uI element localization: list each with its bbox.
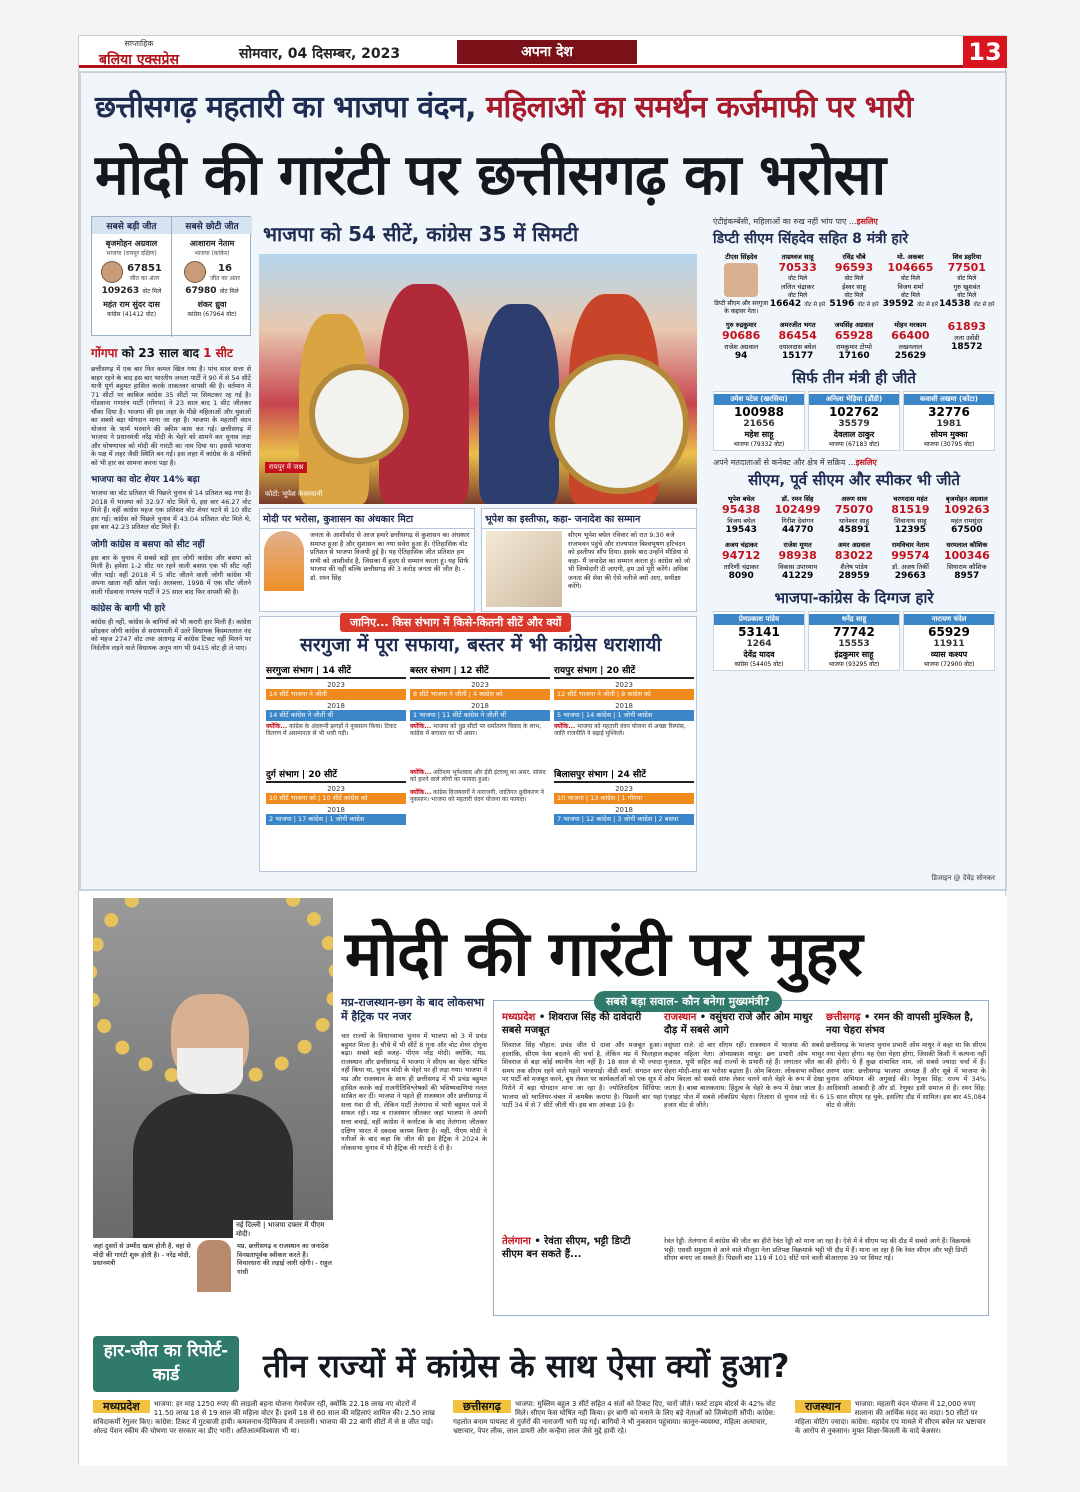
state-report-chhattisgarh: छत्तीसगढ़ भाजपा: मुस्लिम बहुल 3 सीटें सहित 4 संतों को टिकट दिए, चारों जीते। फर्स्ट टाइम वोटर्स के 42% वोट मिले। सीएम फेस घोषित नहीं किया। हर बागी को मनाने के लिए बड़े नेताओं को जिम्मेदारी सौंपी। कांग्रेस: गहलोत बनाम पायलट से गुर्जरों की नाराजगी भारी पड़ गई। बागियों ने भी नुकसान पहुंचाया। कानून-व्यवस्था, महिला अत्याचार, भ्रष्टाचार, पेपर लीक, लाल डायरी और कन्हैया लाल जैसे मुद्दे हावी रहे।: [453, 1400, 776, 1435]
rahul-gandhi-photo: [197, 1240, 231, 1292]
section-name: अपना देश: [457, 40, 637, 64]
winner-card: भूपेश बघेल 95438 विजय बघेल 19543: [722, 495, 761, 535]
congress-loss-headline: तीन राज्यों में कांग्रेस के साथ ऐसा क्यों हुआ?: [263, 1347, 790, 1385]
division-note: क्योंकि... अतिशय भूपेशवाद और ईडी इंटरव्यू का असर, सांसद को हारने वाले लोगों का फायदा हुआ। क्योंकि... कांग्रेस विजयवर्गों ने नाराजगी, जातिगत ध्रुवीकरण ने नुकसान। भाजपा को महतारी वंदन योजना का फायदा।: [410, 769, 546, 803]
subhead: जोगी कांग्रेस व बसपा को सीट नहीं: [91, 539, 205, 550]
minister-card: 61893 लता उसेंडी 18572: [947, 320, 986, 352]
minister-card: मोहन मरकाम 66400 लखनलाल 25629: [891, 321, 930, 361]
winner-card: चरणदास महंत 81519 शिवानाथ साहू 12395: [891, 495, 930, 535]
chhattisgarh-story: [79, 71, 1007, 891]
cm-won-headline: सीएम, पूर्व सीएम और स्पीकर भी जीते: [748, 471, 960, 489]
candidate-photo: [101, 261, 123, 283]
cm-won-grid-2: [713, 539, 995, 582]
division-block: बस्तर संभाग | 12 सीटें 2023 8 सीटें भाजपा ने जीतीं | 4 कांग्रेस को 2018 1 भाजपा | 11 सीटें कांग्रेस ने जीतीं थीं क्योंकि... भाजपा को धुव्र सीटों पर धर्मांतरण विवाद के लाभ, कांग्रेस में बगावत का भी असर।: [410, 663, 550, 737]
right-column: एंटीइंकम्बेंसी, महिलाओं का रुख नहीं भांप पाए ...इसलिए डिप्टी सीएम सिंहदेव सहित 8 मंत्री हारे टीएस सिंहदेव डिप्टी सीएम और सरगुजा के कद्दावर नेता। ताम्रध्वज साहू 70533 वोट मिले ललित चंद्राकर वोट मिले 16642 वोट से हारे रविंद्र चौबे 96593 वोट मिले ईश्वर साहू वोट मिले 5196 वोट से हारे मो. अकबर 104665 वोट मिले विजय शर्मा वोट मिले 39592 वोट से हारे शिव डहरिया 77501 वोट मिले गुरु खुशवंत वोट मिले 14538 वोट से हारे गुरु रुद्रकुमार 90686 राजेश अग्रवाल 94 अमरजीत भगत 86454 दयालदास बघेल 15177 जयसिंह अग्रवाल 65928 रामकुमार टोप्पो 17160 मोहन मरकाम 66400 लखनलाल 25629 61893 लता उसेंडी 18572 सिर्फ तीन मंत्री ही जीते उमेश पटेल (खरसिया) 100988 21656 महेश साहू भाजपा (79332 वोट) अनिला भेड़िया (डौंडी) 102762 35579 देवलाल ठाकुर भाजपा (67183 वोट) कवासी लखमा (कोंटा) 32776 1981 सोयम मुक्का भाजपा (30795 वोट) अपने मतदाताओं से कनेक्ट और क्षेत्र में सक्रिय ...इसलिए सीएम, पूर्व सीएम और स्पीकर भी जीते भूपेश बघेल 95438 विजय बघेल 19543 डॉ. रमन सिंह 102499 गिरीश देवांगन 44770 अरुण साव 75070 थानेश्वर साहू 45891 चरणदास महंत 81519 शिवानाथ साहू 12395 बृजमोहन अग्रवाल 109263 महंत रामसुंदर 67500 अजय चंद्राकर 94712 तारिणी चंद्राकर 8090 राजेश मूणत 98938 विकास उपाध्याय 41229 अमर अग्रवाल 83022 शैलेष पांडेय 28959 रामविचार नेताम 99574 डॉ. अजय तिर्की 29663 धरमलाल कौशिक 100346 सियाराम कौशिक 8957 भाजपा-कांग्रेस के दिग्गज हारे प्रेमप्रकाश पांडेय 53141 1264 देवेंद्र यादव कांग्रेस (54405 वोट) धनेंद्र साहू 77742 15553 इंद्रकुमार साहू भाजपा (93295 वोट) नारायण चंदेल 65929 11911 व्यास कश्यप भाजपा (72900 वोट): [713, 216, 995, 876]
article-text: छत्तीसगढ़ में एक बार फिर कमल खिल गया है। पांच साल सत्ता से बाहर रहने के बाद इस बार भारतीय जनता पार्टी ने 90 में से 54 सीटें यानी पूर्ण बहुमत हासिल करके ताकतवर वापसी की है। वर्तमान में 71 सीटों पर काबिज कांग्रेस 35 सीटों पर सिमटकर रह गई है। गोंडवाना गणतंत्र पार्टी (गोंगपा) ने 23 साल बाद 1 सीट जीतकर चौंका दिया है। भाजपा की इस लहर के पीछे महिलाओं और युवाओं का सबसे बड़ा योगदान माना जा रहा है। भाजपा के महतारी वंदन योजना के फार्म भरवाने की स्कीम काम कर गई। छत्तीसगढ़ में भाजपा ने प्रधानमंत्री नरेंद्र मोदी के चेहरे को सामने कर चुनाव लड़ा और घोषणापत्र को मोदी की गारंटी का नाम दिया था। इससे भाजपा के पक्ष में लहर जैसी स्थिति बन गई। इस लहर में कांग्रेस के 8 मंत्रियों को भी हार का सामना करना पड़ा है।: [91, 365, 251, 467]
three-ministers-grid: [713, 391, 995, 451]
raman-singh-photo: [264, 531, 304, 591]
newspaper-logo: साप्ताहिक बलिया एक्सप्रेस: [99, 39, 179, 68]
win-margin-box: [91, 216, 251, 336]
subhead: भाजपा का वोट शेयर 14% बढ़ा: [91, 475, 200, 485]
photo-headline: भाजपा को 54 सीटें, कांग्रेस 35 में सिमटी: [263, 222, 579, 246]
bhupesh-resign-box: भूपेश का इस्तीफा, कहा- जनादेश का सम्मान सीएम भूपेश बघेल रविवार को रात 9:30 बजे राजभवन पहुंचे और राज्यपाल बिश्वभूषण हरिचंदन को इस्तीफा सौंप दिया। इसके बाद उन्होंने मीडिया से कहा- मैं जनादेश का सम्मान करता हूं। कांग्रेस को जो भी जिम्मेदारी दी जाएगी, हम उसे पूरी करेंगे। अधिक जनता की सेवा की ऐसे नतीजे क्यों आए, समीक्षा करेंगे।: [481, 508, 697, 612]
winner-card: रामविचार नेताम 99574 डॉ. अजय तिर्की 29663: [891, 541, 930, 581]
giants-lost-grid: [713, 611, 995, 671]
winner-card: धरमलाल कौशिक 100346 सियाराम कौशिक 8957: [943, 541, 990, 581]
minister-won-card: उमेश पटेल (खरसिया) 100988 21656 महेश साहू भाजपा (79332 वोट): [713, 391, 805, 451]
report-card-tag: हार-जीत का रिपोर्ट-कार्ड: [93, 1336, 239, 1392]
giant-lost-card: धनेंद्र साहू 77742 15553 इंद्रकुमार साहू भाजपा (93295 वोट): [808, 611, 900, 671]
division-block: दुर्ग संभाग | 20 सीटें 2023 10 सीटें भाजपा को | 10 सीटें कांग्रेस को 2018 2 भाजपा | 17 कांग्रेस | 1 जोगी कांग्रेस: [266, 767, 406, 825]
giants-lost-headline: भाजपा-कांग्रेस के दिग्गज हारे: [774, 589, 934, 607]
ts-singhdeo-photo: [724, 263, 758, 297]
minister-won-card: अनिला भेड़िया (डौंडी) 102762 35579 देवलाल ठाकुर भाजपा (67183 वोट): [808, 391, 900, 451]
minister-card: अमरजीत भगत 86454 दयालदास बघेल 15177: [778, 321, 817, 361]
cm-won-grid-1: [713, 493, 995, 536]
leader-quotes: जहां दुसरों से उम्मीद खत्म होती है, वहां से मोदी की गारंटी शुरू होती है। - नरेंद्र मोदी, प्रधानमंत्री मप्र, छत्तीसगढ़ व राजस्थान का जनादेश विनम्रतापूर्वक स्वीकार करते हैं। विचारधारा की लड़ाई जारी रहेगी। - राहुल गांधी: [93, 1240, 333, 1314]
modi-photo: नई दिल्ली | भाजपा दफ्तर में पीएम मोदी।: [93, 898, 333, 1238]
who-will-be-cm-box: सबसे बड़ा सवाल- कौन बनेगा मुख्यमंत्री? मध्यप्रदेश • शिवराज सिंह की दावेदारी सबसे मजबूत शिवराज सिंह चौहान: प्रचंड जीत से दावा और मजबूत हुआ। हालांकि, सीएम फेस बदलने की चर्चा है, लेकिन मप्र में फिलहाल शिवराज से बड़ा कोई स्थानीय नेता नहीं है। 18 साल से भी ज्यादा समय तक सीएम रहने वाले पहले भाजपाई। वीडी शर्मा: संगठन स्तर पर पार्टी को मजबूत करने, बूथ लेवल पर कार्यकर्ताओं को एक सूत्र में पिरोने में बड़ा योगदान माना जा रहा है। ज्योतिरादित्य सिंधिया: भाजपा को ग्वालियर-चंबल में कमबैक कराया है। पिछली बार यहां पार्टी 34 में से 7 सीटें जीती थी। इस बार आंकड़ा 19 है। राजस्थान • वसुंधरा राजे और ओम माथुर दौड़ में सबसे आगे वसुंधरा राजे: दो बार सीएम रहीं। राजस्थान में भाजपा की सबसे कद्दावर महिला नेता। ओमप्रकाश माथुर: छग प्रभारी ओम माथुर गुजरात, यूपी सहित कई राज्यों के प्रभारी रहे हैं। लगातार जीत का सेहरा मोदी-शाह का भरोसा बढ़ाता है। ओम बिरला: लोकसभा स्पीकर ओम बिरला को सबसे साफ लेकर चलने वाले चेहरे के रूप में देखा जाता है। बाबा बालकनाथ: हिंदुत्व के चेहरे के रूप में देखा जाता है। एंजाइट पोल में सबसे लोकप्रिय चेहरा। तिजारा से चुनाव लड़े थे। 6 हजार वोट से जीते। छत्तीसगढ़ • रमन की वापसी मुश्किल है, नया चेहरा संभव छत्तीसगढ़ के भाजपा चुनाव प्रभारी ओम माथुर ने कहा था कि सीएम नया चेहरा होगा। यह ऐसा चेहरा होगा, जिसकी किसी ने कल्पना नहीं की होगी। ये हैं कुछ संभावित नाम, जो सबसे ज्यादा चर्चा में हैं। अरुण साव: छत्तीसगढ़ भाजपा अध्यक्ष हैं और सूबे में भाजपा के चुनाव अभियान की अगुवाई की। रेणुका सिंह: राज्य में 34% आदिवासी आबादी है और डॉ. रेणुका इसी समाज से हैं। रमन सिंह: 15 साल सीएम रह चुके, इसलिए दौड़ में शामिल। इस बार 45,084 वोट से जीते। तेलंगाना • रेवंता सीएम, भट्टी डिप्टी सीएम बन सकते हैं... रेवंत रेड्डी: तेलंगाना में कांग्रेस की जीत का हीरो रेवंत रेड्डी को माना जा रहा है। ऐसे में वे सीएम पद की दौड़ में सबसे आगे हैं। विक्रमार्क भट्टी: एससी समुदाय से आने वाले मौजूदा नेता प्रतिपक्ष विक्रमार्क भट्टी भी दौड़ में हैं। माना जा रहा है कि रेवंत सीएम और भट्टी डिप्टी सीएम बनाए जा सकते हैं। पिछली बार 119 में 101 सीटें पाने वाली बीआरएस 39 पर सिमट गई।: [493, 1000, 989, 1316]
newspaper-page: [78, 35, 1006, 1465]
center-column: [259, 216, 697, 876]
raman-quote-box: मोदी पर भरोसा, कुशासन का अंधकार मिटा जनता के आशीर्वाद से आज हमारे छत्तीसगढ़ से कुशासन का अंधकार समाप्त हुआ है और सुशासन का नया सवेरा हुआ है। ऐतिहासिक वोट प्रतिशत से भाजपा विजयी हुई है। यह ऐतिहासिक जीत प्रतिशत हम सभी को आशीर्वाद है, जिसका मैं हृदय से सम्मान करता हूं। यह सिर्फ भाजपा की नहीं बल्कि छत्तीसगढ़ की 3 करोड़ जनता की जीत है। - डॉ. रमन सिंह: [259, 508, 475, 612]
minister-card: जयसिंह अग्रवाल 65928 रामकुमार टोप्पो 17160: [834, 321, 874, 361]
biggest-win: सबसे बड़ी जीत बृजमोहन अग्रवाल भाजपा (रायपुर दक्षिण) 67851 जीत का अंतर 109263 वोट मिले महंत राम सुंदर दास कांग्रेस (41412 वोट): [92, 217, 172, 337]
hattrick-article: मप्र-राजस्थान-छग के बाद लोकसभा में हैट्रिक पर नजर चार राज्यों के विधानसभा चुनाव में भाजपा को 3 में प्रचंड बहुमत मिला है। चौथे में भी सीटें 8 गुना और वोट शेयर दोगुना बढ़ा। सबसे बड़ी वजह- पीएम नरेंद्र मोदी। क्योंकि, मप्र, राजस्थान और छत्तीसगढ़ में भाजपा ने सीएम का चेहरा घोषित नहीं किया था, चुनाव मोदी के चेहरे पर ही लड़ा गया। भाजपा ने मप्र और राजस्थान के साथ ही छत्तीसगढ़ में भी प्रचंड बहुमत हासिल करके कई राजनीतिविश्लेषकों की भविष्यवाणियां गलत साबित कर दीं। भाजपा ने पहले ही राजस्थान और छत्तीसगढ़ में सत्ता गंवा दी थी, लेकिन पार्टी तेलंगाना में भारी बहुमत पाने में सफल रही। मप्र व राजस्थान जीतकर जहां भाजपा ने अपनी सत्ता बचाई, वहीं कांग्रेस ने कर्नाटक के बाद तेलंगाना जीतकर दक्षिण भारत में दबदबा कायम किया है। वहीं, पीएम मोदी ने नतीजों के बाद कहा कि जीत की इस हैट्रिक ने 2024 के लोकसभा चुनाव में भी हैट्रिक की गारंटी दे दी है।: [341, 996, 487, 1152]
division-block: रायपुर संभाग | 20 सीटें 2023 12 सीटें भाजपा ने जीतीं | 8 कांग्रेस को 2018 5 भाजपा | 14 कांग्रेस | 1 जोगी कांग्रेस क्योंकि... भाजपा को महतारी वंदन योजना से अच्छा रिस्पांस, जाति राजनीति ने बढ़ाई मुश्किलें।: [554, 663, 694, 737]
modi-guarantee-story: [79, 896, 1007, 1466]
cm-column-rajasthan: राजस्थान • वसुंधरा राजे और ओम माथुर दौड़ में सबसे आगे वसुंधरा राजे: दो बार सीएम रहीं। राजस्थान में भाजपा की सबसे कद्दावर महिला नेता। ओमप्रकाश माथुर: छग प्रभारी ओम माथुर गुजरात, यूपी सहित कई राज्यों के प्रभारी रहे हैं। लगातार जीत का सेहरा मोदी-शाह का भरोसा बढ़ाता है। ओम बिरला: लोकसभा स्पीकर ओम बिरला को सबसे साफ लेकर चलने वाले चेहरे के रूप में देखा जाता है। बाबा बालकनाथ: हिंदुत्व के चेहरे के रूप में देखा जाता है। एंजाइट पोल में सबसे लोकप्रिय चेहरा। तिजारा से चुनाव लड़े थे। 6 हजार वोट से जीते।: [664, 1012, 824, 1110]
division-results: जानिए... किस संभाग में किसे-कितनी सीटें और क्यों सरगुजा में पूरा सफाया, बस्तर में भी कांग्रेस धराशायी सरगुजा संभाग | 14 सीटें 2023 14 सीटें भाजपा ने जीतीं 2018 14 सीटें कांग्रेस ने जीतीं थीं क्योंकि... कांग्रेस के अंदरूनी झगड़ों ने नुकसान किया। टिकट वितरण में असमानता से भी भारी पड़ी। बस्तर संभाग | 12 सीटें 2023 8 सीटें भाजपा ने जीतीं | 4 कांग्रेस को 2018 1 भाजपा | 11 सीटें कांग्रेस ने जीतीं थीं क्योंकि... भाजपा को धुव्र सीटों पर धर्मांतरण विवाद के लाभ, कांग्रेस में बगावत का भी असर। रायपुर संभाग | 20 सीटें 2023 12 सीटें भाजपा ने जीतीं | 8 कांग्रेस को 2018 5 भाजपा | 14 कांग्रेस | 1 जोगी कांग्रेस क्योंकि... भाजपा को महतारी वंदन योजना से अच्छा रिस्पांस, जाति राजनीति ने बढ़ाई मुश्किलें। दुर्ग संभाग | 20 सीटें 2023 10 सीटें भाजपा को | 10 सीटें कांग्रेस को 2018 2 भाजपा | 17 कांग्रेस | 1 जोगी कांग्रेस क्योंकि... अतिशय भूपेशवाद और ईडी इंटरव्यू का असर, सांसद को हारने वाले लोगों का फायदा हुआ। क्योंकि... कांग्रेस विजयवर्गों ने नाराजगी, जातिगत ध्रुवीकरण ने नुकसान। भाजपा को महतारी वंदन योजना का फायदा। बिलासपुर संभाग | 24 सीटें 2023 10 भाजपा | 13 कांग्रेस | 1 गोंगपा 2018 7 भाजपा | 12 कांग्रेस | 3 जोगी कांग्रेस | 2 बसपा: [259, 616, 697, 872]
page-number: 13: [963, 36, 1007, 68]
bottom-headline: मोदी की गारंटी पर मुहर: [345, 917, 862, 990]
minister-card: रविंद्र चौबे 96593 वोट मिले ईश्वर साहू वोट मिले 5196 वोट से हारे: [829, 253, 879, 309]
state-report-mp: मध्यप्रदेश भाजपा: हर माह 1250 रुपए की लाड़ली बहना योजना गेमचेंजर रही, क्योंकि 22.18 लाख नए वोटरों में 11.50 लाख 18 से 19 साल की महिला वोटर हैं। इसमें 18 से 60 साल की महिलाएं शामिल की। 2.50 लाख सविदाकर्मी रेगुलर किए। कांग्रेस: टिकट में गुटबाजी हावी। कमलनाथ-दिग्विजय में तनातनी। भाजपा की 22 बागी सीटों में से 8 जीत पाई। ओल्ड पेंशन स्कीम की घोषणा पर सरकार का डीए भारी। अतिआत्मविश्वास भी था।: [93, 1400, 435, 1435]
division-block: बिलासपुर संभाग | 24 सीटें 2023 10 भाजपा | 13 कांग्रेस | 1 गोंगपा 2018 7 भाजपा | 12 कांग्रेस | 3 जोगी कांग्रेस | 2 बसपा: [554, 767, 694, 825]
main-headline: मोदी की गारंटी पर छत्तीसगढ़ का भरोसा: [95, 143, 886, 208]
celebration-photo: रायपुर में जश्न फोटो: भूपेश केसरवानी: [259, 254, 697, 504]
design-credit: डिजाइन @ देवेंद्र सोनकर: [931, 874, 995, 882]
minister-card: शिव डहरिया 77501 वोट मिले गुरु खुशवंत वोट मिले 14538 वोट से हारे: [939, 253, 995, 309]
issue-date: सोमवार, 04 दिसम्बर, 2023: [239, 46, 401, 62]
gongpa-headline: गोंगपा को 23 साल बाद 1 सीट: [91, 346, 233, 360]
minister-card: मो. अकबर 104665 वोट मिले विजय शर्मा वोट मिले 39592 वोट से हारे: [882, 253, 939, 309]
smallest-win: सबसे छोटी जीत आशाराम नेताम भाजपा (कांकेर) 16 जीत का अंतर 67980 वोट मिले शंकर ध्रुवा कांग्रेस (67964 वोट): [172, 217, 252, 337]
article-text: इस बार के चुनाव में सबसे बड़ी हार जोगी कांग्रेस और बसपा को मिली है। हमेशा 1-2 सीट पर रहने वाली बसपा एक भी सीट नहीं जीत पाई। वहीं 2018 में 5 सीट जीतने वाली जोगी कांग्रेस भी अपना खाता नहीं खोल पाई। अलबत्ता, 1998 में एक सीट जीतने वाली गोंडवाना गणतंत्र पार्टी ने 25 साल बाद फिर वापसी की है।: [91, 553, 251, 596]
winner-card: डॉ. रमन सिंह 102499 गिरीश देवांगन 44770: [774, 495, 821, 535]
cm-column-mp: मध्यप्रदेश • शिवराज सिंह की दावेदारी सबसे मजबूत शिवराज सिंह चौहान: प्रचंड जीत से दावा और मजबूत हुआ। हालांकि, सीएम फेस बदलने की चर्चा है, लेकिन मप्र में फिलहाल शिवराज से बड़ा कोई स्थानीय नेता नहीं है। 18 साल से भी ज्यादा समय तक सीएम रहने वाले पहले भाजपाई। वीडी शर्मा: संगठन स्तर पर पार्टी को मजबूत करने, बूथ लेवल पर कार्यकर्ताओं को एक सूत्र में पिरोने में बड़ा योगदान माना जा रहा है। ज्योतिरादित्य सिंधिया: भाजपा को ग्वालियर-चंबल में कमबैक कराया है। पिछली बार यहां पार्टी 34 में से 7 सीटें जीती थी। इस बार आंकड़ा 19 है।: [502, 1012, 662, 1110]
cm-column-chhattisgarh: छत्तीसगढ़ • रमन की वापसी मुश्किल है, नया चेहरा संभव छत्तीसगढ़ के भाजपा चुनाव प्रभारी ओम माथुर ने कहा था कि सीएम नया चेहरा होगा। यह ऐसा चेहरा होगा, जिसकी किसी ने कल्पना नहीं की होगी। ये हैं कुछ संभावित नाम, जो सबसे ज्यादा चर्चा में हैं। अरुण साव: छत्तीसगढ़ भाजपा अध्यक्ष हैं और सूबे में भाजपा के चुनाव अभियान की अगुवाई की। रेणुका सिंह: राज्य में 34% आदिवासी आबादी है और डॉ. रेणुका इसी समाज से हैं। रमन सिंह: 15 साल सीएम रह चुके, इसलिए दौड़ में शामिल। इस बार 45,084 वोट से जीते।: [826, 1012, 986, 1110]
ministers-lost-grid-2: [713, 319, 995, 362]
giant-lost-card: नारायण चंदेल 65929 11911 व्यास कश्यप भाजपा (72900 वोट): [903, 611, 995, 671]
subhead: कांग्रेस के बागी भी हारे: [91, 604, 166, 614]
telangana-text: रेवंत रेड्डी: तेलंगाना में कांग्रेस की जीत का हीरो रेवंत रेड्डी को माना जा रहा है। ऐसे में वे सीएम पद की दौड़ में सबसे आगे हैं। विक्रमार्क भट्टी: एससी समुदाय से आने वाले मौजूदा नेता प्रतिपक्ष विक्रमार्क भट्टी भी दौड़ में हैं। माना जा रहा है कि रेवंत सीएम और भट्टी डिप्टी सीएम बनाए जा सकते हैं। पिछली बार 119 में 101 सीटें पाने वाली बीआरएस 39 पर सिमट गई।: [664, 1237, 971, 1263]
ministers-lost-headline: डिप्टी सीएम सिंहदेव सहित 8 मंत्री हारे: [713, 231, 909, 247]
article-text: कांग्रेस ही नहीं, कांग्रेस के बागियों को भी करारी हार मिली है। कांग्रेस छोड़कर जोगी कांग्रेस से सरायपाली में उतरे विधायक किस्मतलाल नंद को महज 2747 वोट तथा अंतागढ़ में कांग्रेस टिकट नहीं मिलने पर निर्दलीय लड़ने वाले विधायक अनूप नाग भी 9415 वोट ही ले पाए।: [91, 618, 251, 652]
three-ministers-headline: सिर्फ तीन मंत्री ही जीते: [792, 369, 916, 387]
ministers-lost-grid-1: [713, 251, 995, 316]
candidate-photo: [184, 261, 206, 283]
masthead: [79, 36, 1007, 68]
winner-card: अजय चंद्राकर 94712 तारिणी चंद्राकर 8090: [722, 541, 761, 581]
division-block: सरगुजा संभाग | 14 सीटें 2023 14 सीटें भाजपा ने जीतीं 2018 14 सीटें कांग्रेस ने जीतीं थीं क्योंकि... कांग्रेस के अंदरूनी झगड़ों ने नुकसान किया। टिकट वितरण में असमानता से भी भारी पड़ी।: [266, 663, 406, 737]
winner-card: अरुण साव 75070 थानेश्वर साहू 45891: [834, 495, 874, 535]
minister-card: गुरु रुद्रकुमार 90686 राजेश अग्रवाल 94: [722, 321, 761, 361]
resignation-photo: [486, 531, 562, 607]
winner-card: राजेश मूणत 98938 विकास उपाध्याय 41229: [778, 541, 818, 581]
kicker-headline: छत्तीसगढ़ महतारी का भाजपा वंदन, महिलाओं का समर्थन कर्जमाफी पर भारी: [95, 90, 913, 125]
giant-lost-card: प्रेमप्रकाश पांडेय 53141 1264 देवेंद्र यादव कांग्रेस (54405 वोट): [713, 611, 805, 671]
winner-card: अमर अग्रवाल 83022 शैलेष पांडेय 28959: [834, 541, 874, 581]
minister-card: ताम्रध्वज साहू 70533 वोट मिले ललित चंद्राकर वोट मिले 16642 वोट से हारे: [769, 253, 826, 309]
minister-card: टीएस सिंहदेव डिप्टी सीएम और सरगुजा के कद्दावर नेता।: [714, 253, 769, 315]
telangana-headline: तेलंगाना • रेवंता सीएम, भट्टी डिप्टी सीएम बन सकते हैं...: [502, 1236, 631, 1260]
winner-card: बृजमोहन अग्रवाल 109263 महंत रामसुंदर 67500: [943, 495, 990, 535]
minister-won-card: कवासी लखमा (कोंटा) 32776 1981 सोयम मुक्का भाजपा (30795 वोट): [903, 391, 995, 451]
left-column: [91, 216, 251, 876]
state-report-rajasthan: राजस्थान भाजपा: महतारी वंदन योजना में 12,000 रुपए सालाना की आर्थिक मदद का वादा। 50 सीटों पर महिला वोटिंग ज्यादा। कांग्रेस: महादेव एप मामले में सीएम बघेल पर भ्रष्टाचार के आरोप से नुकसान। मुफ्त शिक्षा-बिजली के वादे बेअसर।: [795, 1400, 986, 1435]
article-text: भाजपा का वोट प्रतिशत भी पिछले चुनाव से 14 प्रतिशत बढ़ गया है। 2018 में भाजपा को 32.97 वोट मिले थे, इस बार 46.27 वोट मिले हैं। वहीं कांग्रेस महज एक प्रतिशत वोट शेयर घटने से 10 सीट हार गई। कांग्रेस को पिछले चुनाव में 43.04 प्रतिशत वोट मिले थे, इस बार 42.23 प्रतिशत वोट मिले हैं।: [91, 489, 251, 531]
